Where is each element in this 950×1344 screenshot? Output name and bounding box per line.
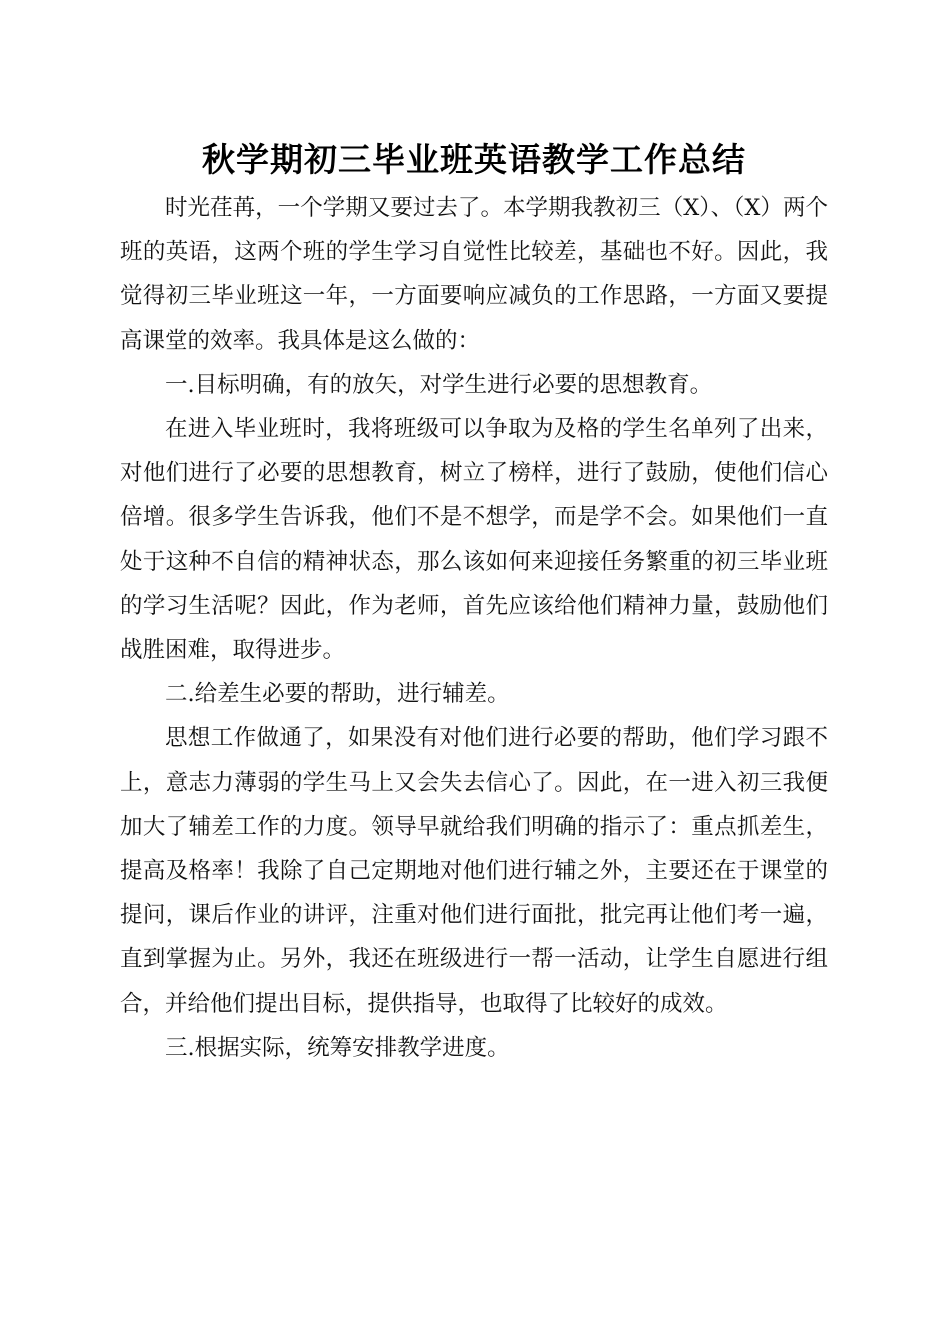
paragraph-intro: 时光荏苒，一个学期又要过去了。本学期我教初三（X）、（X）两个班的英语，这两个班的学生学习自觉性比较差，基础也不好。因此，我觉得初三毕业班这一年，一方面要响应减负的工作思路，一方面又要提高课堂的效率。我具体是这么做的： xyxy=(120,195,828,354)
section-heading-1: 一.目标明确，有的放矢，对学生进行必要的思想教育。 xyxy=(165,371,713,398)
paragraph-section-1: 在进入毕业班时，我将班级可以争取为及格的学生名单列了出来，对他们进行了必要的思想教育，树立了榜样，进行了鼓励，使他们信心倍增。很多学生告诉我，他们不是不想学，而是学不会。如果他们一直处于这种不自信的精神状态，那么该如何来迎接任务繁重的初三毕业班的学习生活呢？因此，作为老师，首先应该给他们精神力量，鼓励他们战胜困难，取得进步。 xyxy=(120,416,828,664)
document-page xyxy=(120,134,828,1070)
paragraph-section-2: 思想工作做通了，如果没有对他们进行必要的帮助，他们学习跟不上，意志力薄弱的学生马上又会失去信心了。因此，在一进入初三我便加大了辅差工作的力度。领导早就给我们明确的指示了：重点抓差生，提高及格率！我除了自己定期地对他们进行辅之外，主要还在于课堂的提问，课后作业的讲评，注重对他们进行面批，批完再让他们考一遍，直到掌握为止。另外，我还在班级进行一帮一活动，让学生自愿进行组合，并给他们提出目标，提供指导，也取得了比较好的成效。 xyxy=(120,725,828,1017)
section-heading-3: 三.根据实际，统筹安排教学进度。 xyxy=(165,1034,510,1061)
section-heading-2: 二.给差生必要的帮助，进行辅差。 xyxy=(165,681,510,708)
document-title: 秋学期初三毕业班英语教学工作总结 xyxy=(202,140,746,179)
